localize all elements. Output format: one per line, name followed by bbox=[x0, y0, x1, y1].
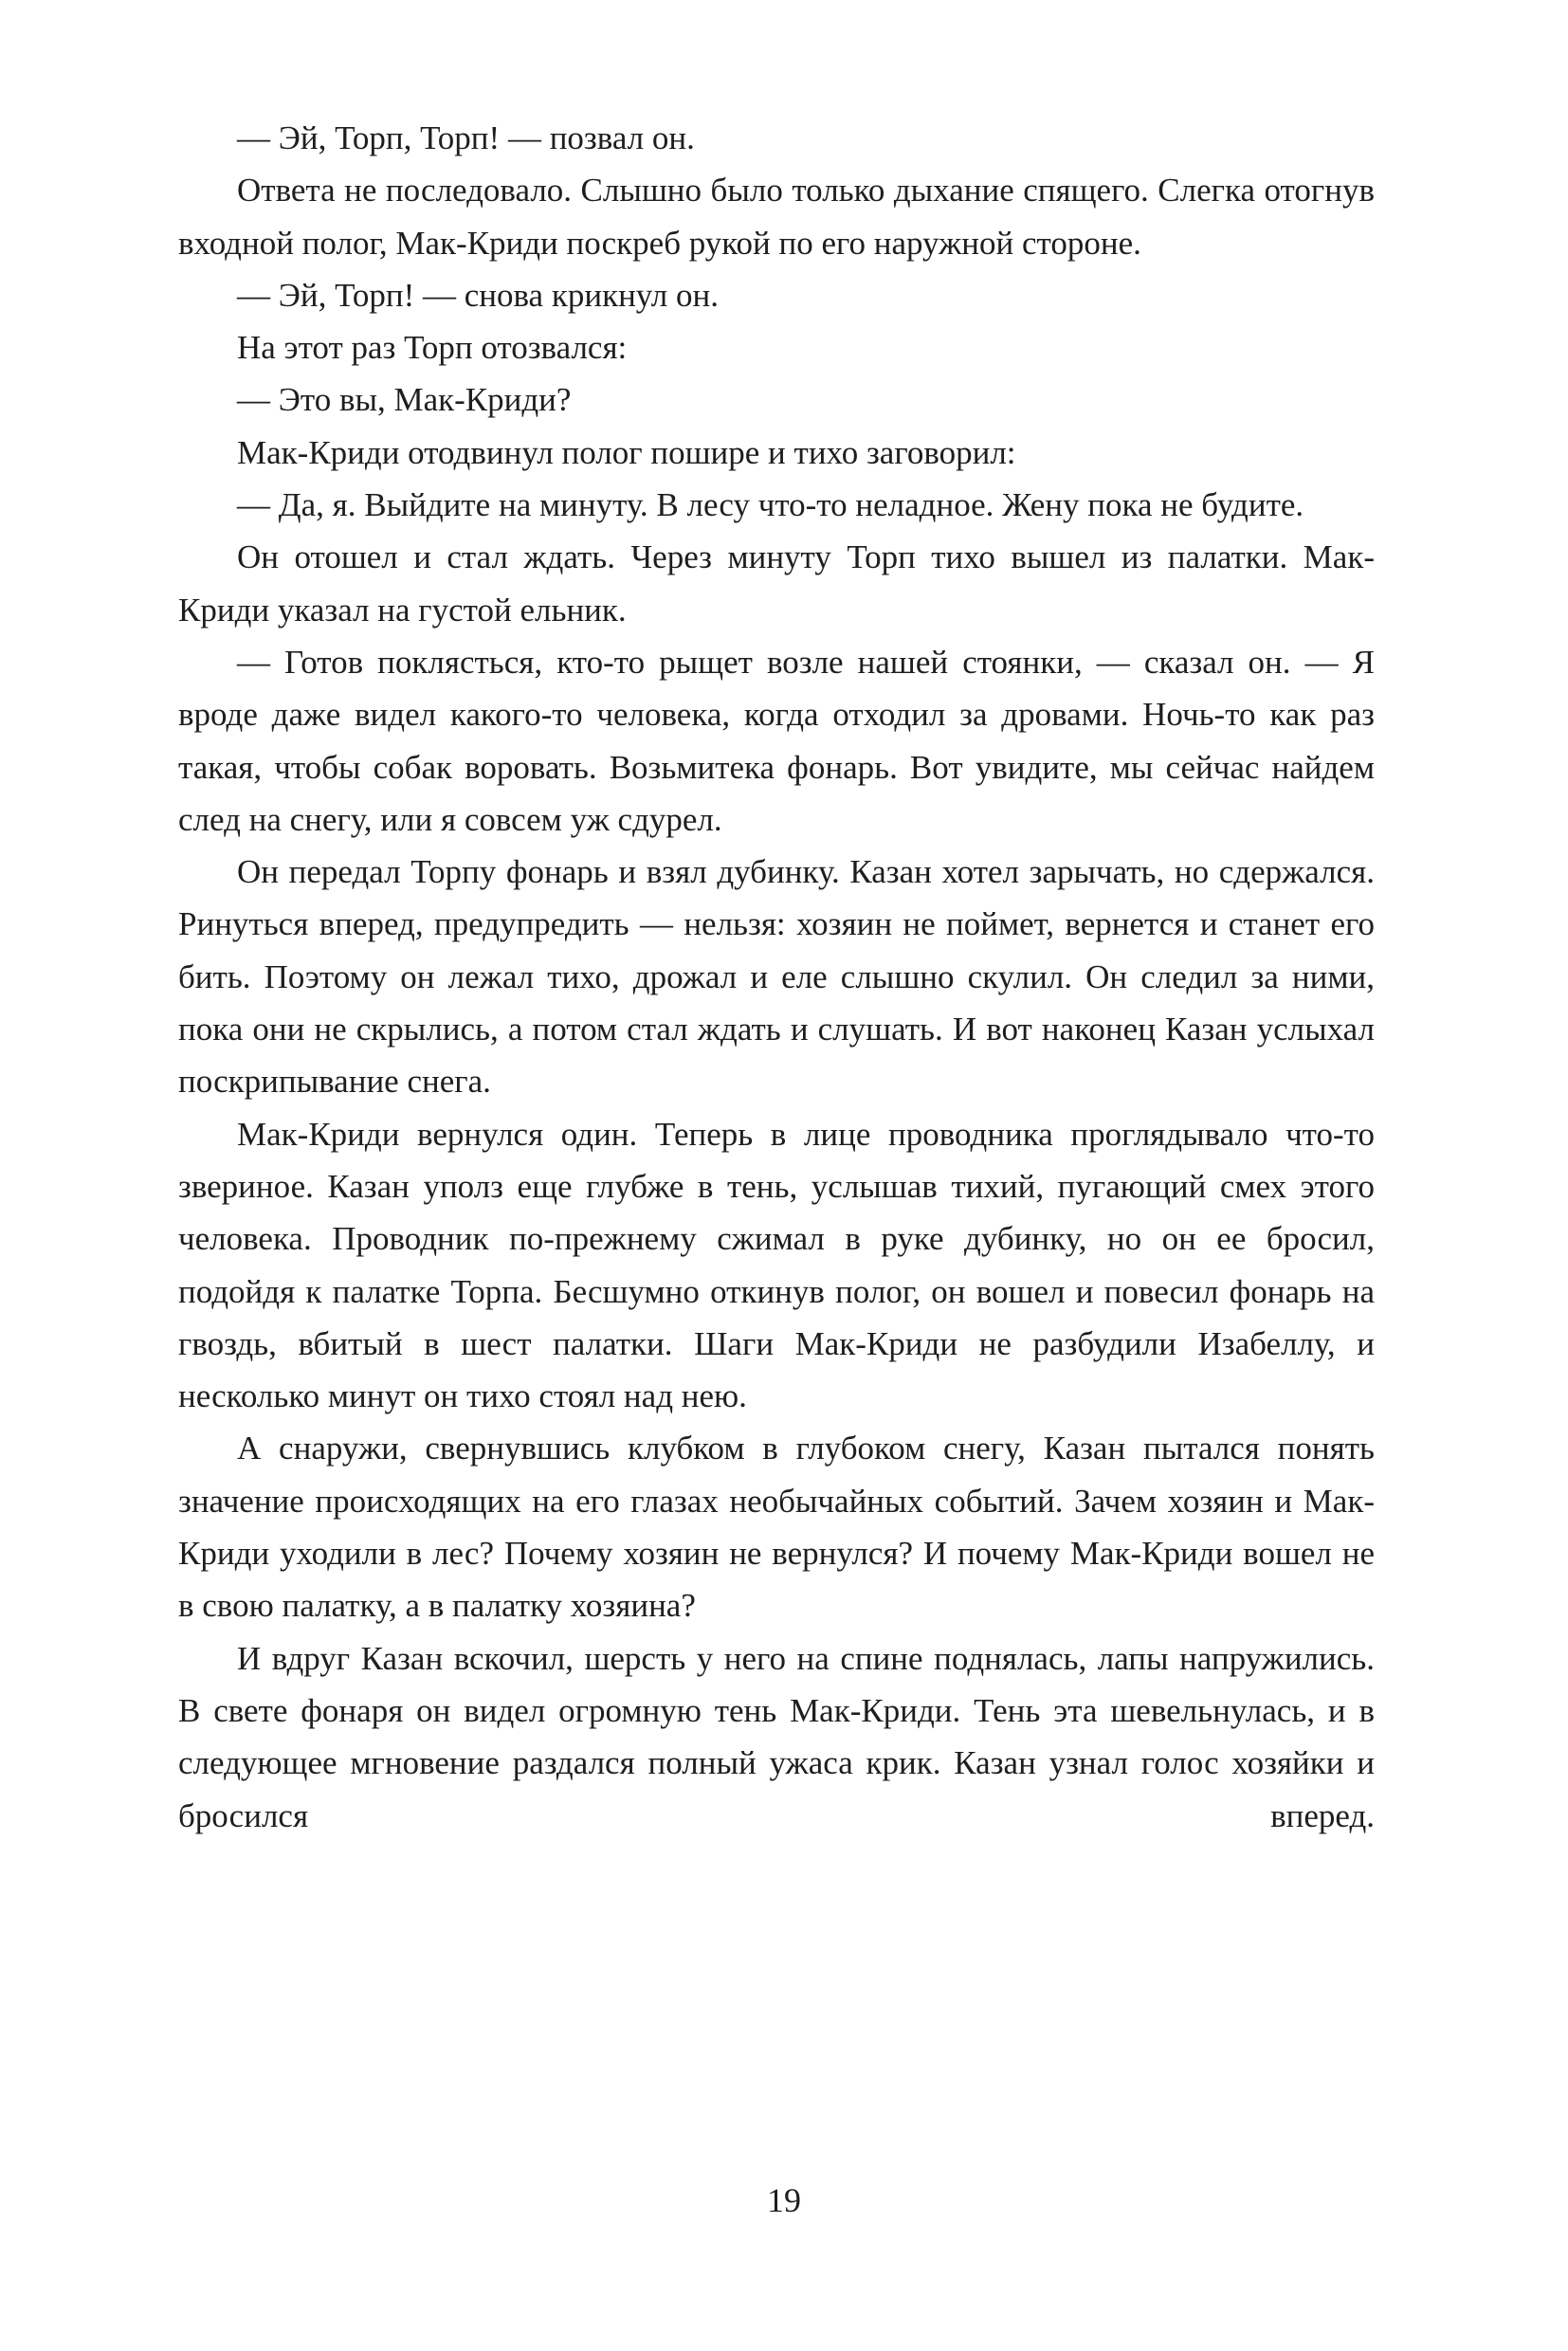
paragraph-7: — Да, я. Выйдите на минуту. В лесу что-то неладное. Жену пока не будите. bbox=[237, 486, 1304, 524]
page-body bbox=[178, 112, 1375, 1842]
paragraph-10: Он передал Торпу фонарь и взял дубинку. Казан хотел зарычать, но сдержался. Ринуться вперед, предупредить — нельзя: хозяин не поймет, вернется и станет его бить. Поэтому он лежал тихо, дрожал и еле слышно скулил. Он следил за ними, пока они не скрылись, а потом стал ждать и слушать. И вот наконец Казан услыхал поскрипывание снега. bbox=[178, 853, 1375, 1101]
paragraph-11: Мак-Криди вернулся один. Теперь в лице проводника проглядывало что-то звериное. Казан уполз еще глубже в тень, услышав тихий, пугающий смех этого человека. Проводник по-прежнему сжимал в руке дубинку, но он ее бросил, подойдя к палатке Торпа. Бесшумно откинув полог, он вошел и повесил фонарь на гвоздь, вбитый в шест палатки. Шаги Мак-Криди не разбудили Изабеллу, и несколько минут он тихо стоял над нею. bbox=[178, 1115, 1375, 1415]
paragraph-13: И вдруг Казан вскочил, шерсть у него на спине поднялась, лапы напружились. В свете фонаря он видел огромную тень Мак-Криди. Тень эта шевельнулась, и в следующее мгновение раздался полный ужаса крик. Казан узнал голос хозяйки и бросился вперед. bbox=[178, 1639, 1375, 1834]
paragraph-3: — Эй, Торп! — снова крикнул он. bbox=[237, 276, 719, 314]
paragraph-2: Ответа не последовало. Слышно было только дыхание спящего. Слегка отогнув входной полог, Мак-Криди поскреб рукой по его наружной стороне. bbox=[178, 172, 1375, 262]
paragraph-6: Мак-Криди отодвинул полог пошире и тихо заговорил: bbox=[237, 433, 1016, 471]
paragraph-9: — Готов поклясться, кто-то рыщет возле нашей стоянки, — сказал он. — Я вроде даже видел какого-то человека, когда отходил за дровами. Ночь-то как раз такая, чтобы собак воровать. Возьмитека фонарь. Вот увидите, мы сейчас найдем след на снегу, или я совсем уж сдурел. bbox=[178, 643, 1375, 838]
paragraph-8: Он отошел и стал ждать. Через минуту Торп тихо вышел из палатки. Мак-Криди указал на густой ельник. bbox=[178, 538, 1375, 629]
paragraph-12: А снаружи, свернувшись клубком в глубоком снегу, Казан пытался понять значение происходящих на его глазах необычайных событий. Зачем хозяин и Мак-Криди уходили в лес? Почему хозяин не вернулся? И почему Мак-Криди вошел не в свою палатку, а в палатку хозяина? bbox=[178, 1430, 1375, 1625]
paragraph-4: На этот раз Торп отозвался: bbox=[237, 329, 628, 367]
paragraph-5: — Это вы, Мак-Криди? bbox=[237, 381, 572, 419]
page-number: 19 bbox=[767, 2181, 801, 2219]
paragraph-1: — Эй, Торп, Торп! — позвал он. bbox=[237, 119, 695, 156]
